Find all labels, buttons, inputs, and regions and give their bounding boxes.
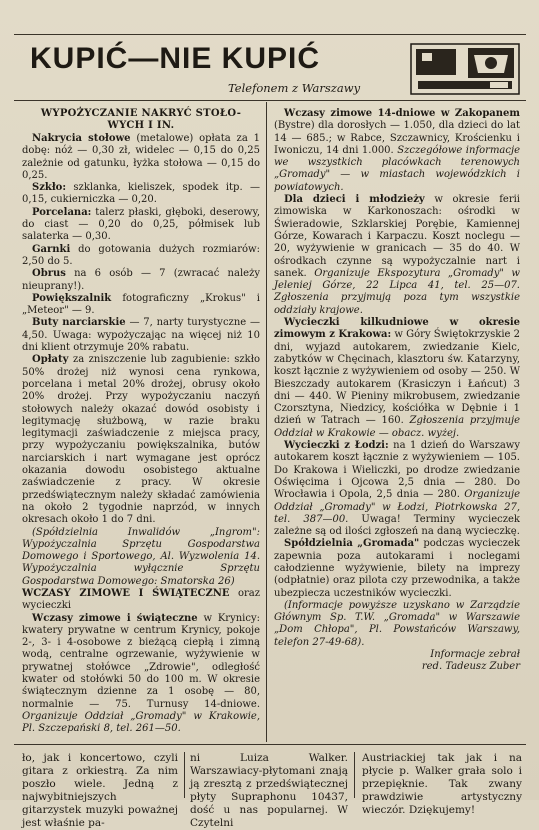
author-credit-label: Informacje zebrał — [430, 649, 520, 661]
section-heading-holidays: WCZASY ZIMOWE I ŚWIĄTECZNE oraz wycieczki — [22, 587, 260, 612]
paragraph: Spółdzielnia „Gromada" podczas wycieczek zapewnia poza autokarami i noclegami całodzienne wyżywienie, bilety na imprezy (odpłatnie) oraz pilota czy przewodnika, a także ubezpiecza uczestników wycieczki. — [274, 538, 520, 599]
paragraph: Powiększalnik fotograficzny „Krokus" i „Meteor" — 9. — [22, 292, 260, 317]
article-title: KUPIĆ—NIE KUPIĆ — [30, 42, 321, 75]
article-subtitle: Telefonem z Warszawy — [228, 81, 361, 95]
left-column — [22, 108, 260, 744]
paragraph: Obrus na 6 osób — 7 (zwracać należy nieuprany!). — [22, 268, 260, 292]
stamp-logo-icon — [410, 43, 520, 95]
bottom-column-divider — [184, 752, 185, 798]
paragraph-source: (Spółdzielnia Inwalidów „Ingrom": Wypożyczalnia Sprzętu Gospodarstwa Domowego i Sportowego, Al. Wyzwolenia 14. Wypożyczalnia wyłącznie Sprzętu Gospodarstwa Domowego: Smatorska 26) — [22, 526, 260, 587]
bottom-column-divider — [354, 752, 355, 798]
paragraph-source: (Informacje powyższe uzyskano w Zarządzie Głównym Sp. T.W. „Gromada" w Warszawie „Dom Chłopa", Pl. Powstańców Warszawy, telefon 27-49-68). — [274, 599, 520, 648]
paragraph: Buty narciarskie — 7, narty turystyczne — 4,50. Uwaga: wypożyczając na więcej niż 10 dni klient otrzymuje 20% rabatu. — [22, 317, 260, 354]
author-credit-name: red. Tadeusz Zuber — [421, 661, 520, 673]
bottom-rule — [14, 744, 526, 745]
paragraph: Wycieczki kilkudniowe w okresie zimowym z Krakowa: w Góry Świętokrzyskie 2 dni, wyjazd autokarem, zwiedzanie Kielc, zabytków w Chęcinach, klasztoru św. Katarzyny, koszt łącznie z wyżywieniem od osoby — 250. W Bieszczady autokarem (Krasiczyn i Łańcut) 3 dni — 440. W Pieniny mikrobusem, zwiedzanie Czorsztyna, Niedzicy, kościółka w Dębnie i 1 dzień w Tatrach — 160. Zgłoszenia przyjmuje Oddział w Krakowie — obacz. wyżej. — [274, 317, 520, 439]
paragraph: Garnki do gotowania dużych rozmiarów: 2,50 do 5. — [22, 243, 260, 267]
bottom-text-column-2: ni Luiza Walker. Warszawiacy-płytomani znają ją zresztą z przedświątecznej płyty Supraphonu 10437, dość u nas popularnej. W Czytelni — [190, 752, 348, 829]
paragraph: Dla dzieci i młodzieży w okresie ferii zimowiska w Karkonoszach: ośrodki w Świeradowie, Szklarskiej Porębie, Kamiennej Górze, Kowarach i Karpaczu. Koszt noclegu — 20, wyżywienie w granicach — 35 do 40. W ośrodkach czynne są wypożyczalnie nart i sanek. Organizuje Ekspozytura „Gromady" w Jeleniej Górze, 22 Lipca 41, tel. 25—07. Zgłoszenia przyjmują poza tym wszystkie oddziały krajowe. — [274, 194, 520, 316]
top-rule — [14, 34, 526, 35]
bottom-text-column-1: ło, jak i koncertowo, czyli gitara z orkiestrą. Za nim poszło wiele. Jedną z najwybitniejszych gitarzystek muzyki poważnej jest właśnie pa- — [22, 752, 178, 829]
paragraph: Szkło: szklanka, kieliszek, spodek itp. — 0,15, cukierniczka — 0,20. — [22, 182, 260, 206]
bottom-text-column-3: Austriackiej tak jak i na płycie p. Walker grała solo i przepięknie. Tak zwany prawdziwie artystyczny wieczór. Dziękujemy! — [362, 752, 522, 816]
paragraph: Porcelana: talerz płaski, głęboki, deserowy, do ciast — 0,20 do 0,25, półmisek lub salaterka — 0,30. — [22, 206, 260, 243]
paragraph: Wczasy zimowe 14-dniowe w Zakopanem (Bystre) dla dorosłych — 1.050, dla dzieci do lat 14 — 685.; w Rabce, Szczawnicy, Krościenku i Iwoniczu, 14 dni 1.000. Szczegółowe informacje we wszystkich placówkach terenowych „Gromady" — w miastach wojewódzkich i powiatowych. — [274, 108, 521, 193]
right-column — [274, 108, 520, 744]
column-divider — [266, 102, 267, 742]
paragraph: Opłaty za zniszczenie lub zagubienie: szkło 50% drożej niż wynosi cena rynkowa, porcelana i metal 20% drożej, obrusy około 20% drożej. Przy wypożyczaniu naczyń stołowych należy okazać dowód osobisty i legitymację służbową, w razie braku legitymacji zaświadczenie z miejsca pracy, przy wypożyczaniu powiększalnika, butów narciarskich i nart wymagane jest oprócz okazania dowodu osobistego aktualne zaświadczenie z pracy. W okresie przedświątecznym należy składać zamówienia na około 2 tygodnie naprzód, w innych okresach około 1 do 7 dni. — [22, 354, 261, 526]
section-heading-rentals: WYPOŻYCZANIE NAKRYĆ STOŁO- WYCH I IN. — [40, 108, 242, 131]
header-bottom-rule — [14, 100, 526, 101]
paragraph: Wycieczki z Łodzi: na 1 dzień do Warszawy autokarem koszt łącznie z wyżywieniem — 105. Do Krakowa i Wieliczki, po drodze zwiedzanie Oświęcima i Ojcowa 2,5 dnia — 280. Do Wrocławia i Opola, 2,5 dnia — 280. Organizuje Oddział „Gromady" w Łodzi, Piotrkowska 27, tel. 387—00. Uwaga! Terminy wycieczek zależne są od ilości zgłoszeń na daną wycieczkę. — [274, 440, 521, 538]
paragraph: Wczasy zimowe i świąteczne w Krynicy: kwatery prywatne w centrum Krynicy, pokoje 2-, 3- i 4-osobowe z bieżącą ciepłą i zimną wodą, centralne ogrzewanie, wyżywienie w prywatnej stołówce „Zdrowie", odległość kwater od stołówki 50 do 100 m. W okresie świątecznym dzienne za 1 osobę — 80, normalnie — 75. Turnusy 14-dniowe. Organizuje Oddział „Gromady" w Krakowie, Pl. Szczepański 8, tel. 261—50. — [22, 612, 260, 735]
paragraph: Nakrycia stołowe (metalowe) opłata za 1 dobę: nóż — 0,30 zł, widelec — 0,15 do 0,25 zależnie od gatunku, łyżka stołowa — 0,15 do 0,25. — [22, 133, 260, 181]
